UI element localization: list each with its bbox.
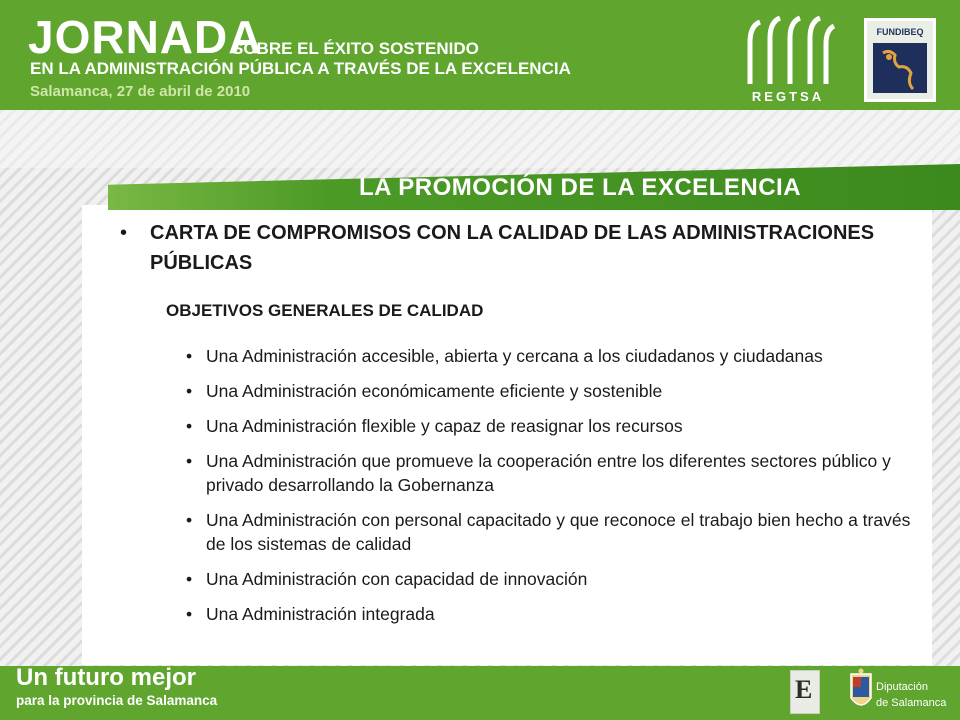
bullet-dot-icon: • (186, 569, 193, 589)
event-date: Salamanca, 27 de abril de 2010 (30, 83, 251, 100)
objective-item (186, 602, 928, 626)
bullet-dot-icon: • (186, 451, 193, 471)
diputacion-line1: Diputación (876, 681, 928, 693)
objective-item (186, 567, 928, 591)
bullet-dot-icon: • (186, 346, 193, 366)
objective-item (186, 414, 928, 438)
main-bullet-text: CARTA DE COMPROMISOS CON LA CALIDAD DE LAS ADMINISTRACIONES PÚBLICAS (150, 222, 875, 274)
coat-of-arms-icon (848, 668, 874, 714)
event-subtitle-line1: SOBRE EL ÉXITO SOSTENIDO (232, 39, 479, 58)
e-quality-logo (790, 670, 820, 714)
objective-text: Una Administración flexible y capaz de reasignar los recursos (206, 416, 683, 436)
objective-item (186, 449, 928, 497)
bullet-dot-icon: • (186, 381, 193, 401)
regtsa-logo (738, 14, 838, 104)
objective-item (186, 508, 928, 556)
event-subtitle-line2: EN LA ADMINISTRACIÓN PÚBLICA A TRAVÉS DE LA EXCELENCIA (30, 59, 571, 78)
objectives-list (186, 344, 928, 637)
objective-text: Una Administración accesible, abierta y cercana a los ciudadanos y ciudadanas (206, 346, 823, 366)
regtsa-emblem-icon (738, 14, 838, 86)
event-title: JORNADA (28, 11, 263, 63)
fundibeq-label: FUNDIBEQ (876, 27, 924, 37)
regtsa-label: REGTSA (751, 89, 825, 104)
fundibeq-map-icon (867, 39, 933, 99)
background-band (0, 110, 960, 168)
objective-item (186, 344, 928, 368)
objectives-heading: OBJETIVOS GENERALES DE CALIDAD (166, 301, 484, 320)
objective-text: Una Administración económicamente eficiente y sostenible (206, 381, 663, 401)
bullet-dot-icon: • (120, 222, 128, 244)
footer-slogan-sub: para la provincia de Salamanca (16, 693, 218, 708)
objective-text: Una Administración integrada (206, 604, 435, 624)
objective-text: Una Administración que promueve la cooperación entre los diferentes sectores público y privado desarrollando la Gobernanza (206, 451, 891, 495)
bullet-dot-icon: • (186, 510, 193, 530)
bullet-dot-icon: • (186, 416, 193, 436)
diputacion-line2: de Salamanca (876, 697, 947, 709)
objective-text: Una Administración con personal capacitado y que reconoce el trabajo bien hecho a través de los sistemas de calidad (206, 510, 911, 554)
objective-text: Una Administración con capacidad de innovación (206, 569, 588, 589)
fundibeq-logo (864, 18, 936, 102)
bullet-dot-icon: • (186, 604, 193, 624)
footer-slogan: Un futuro mejor (16, 664, 196, 691)
e-mark: E (795, 675, 813, 704)
slide-title: LA PROMOCIÓN DE LA EXCELENCIA (358, 174, 802, 201)
objective-item (186, 379, 928, 403)
